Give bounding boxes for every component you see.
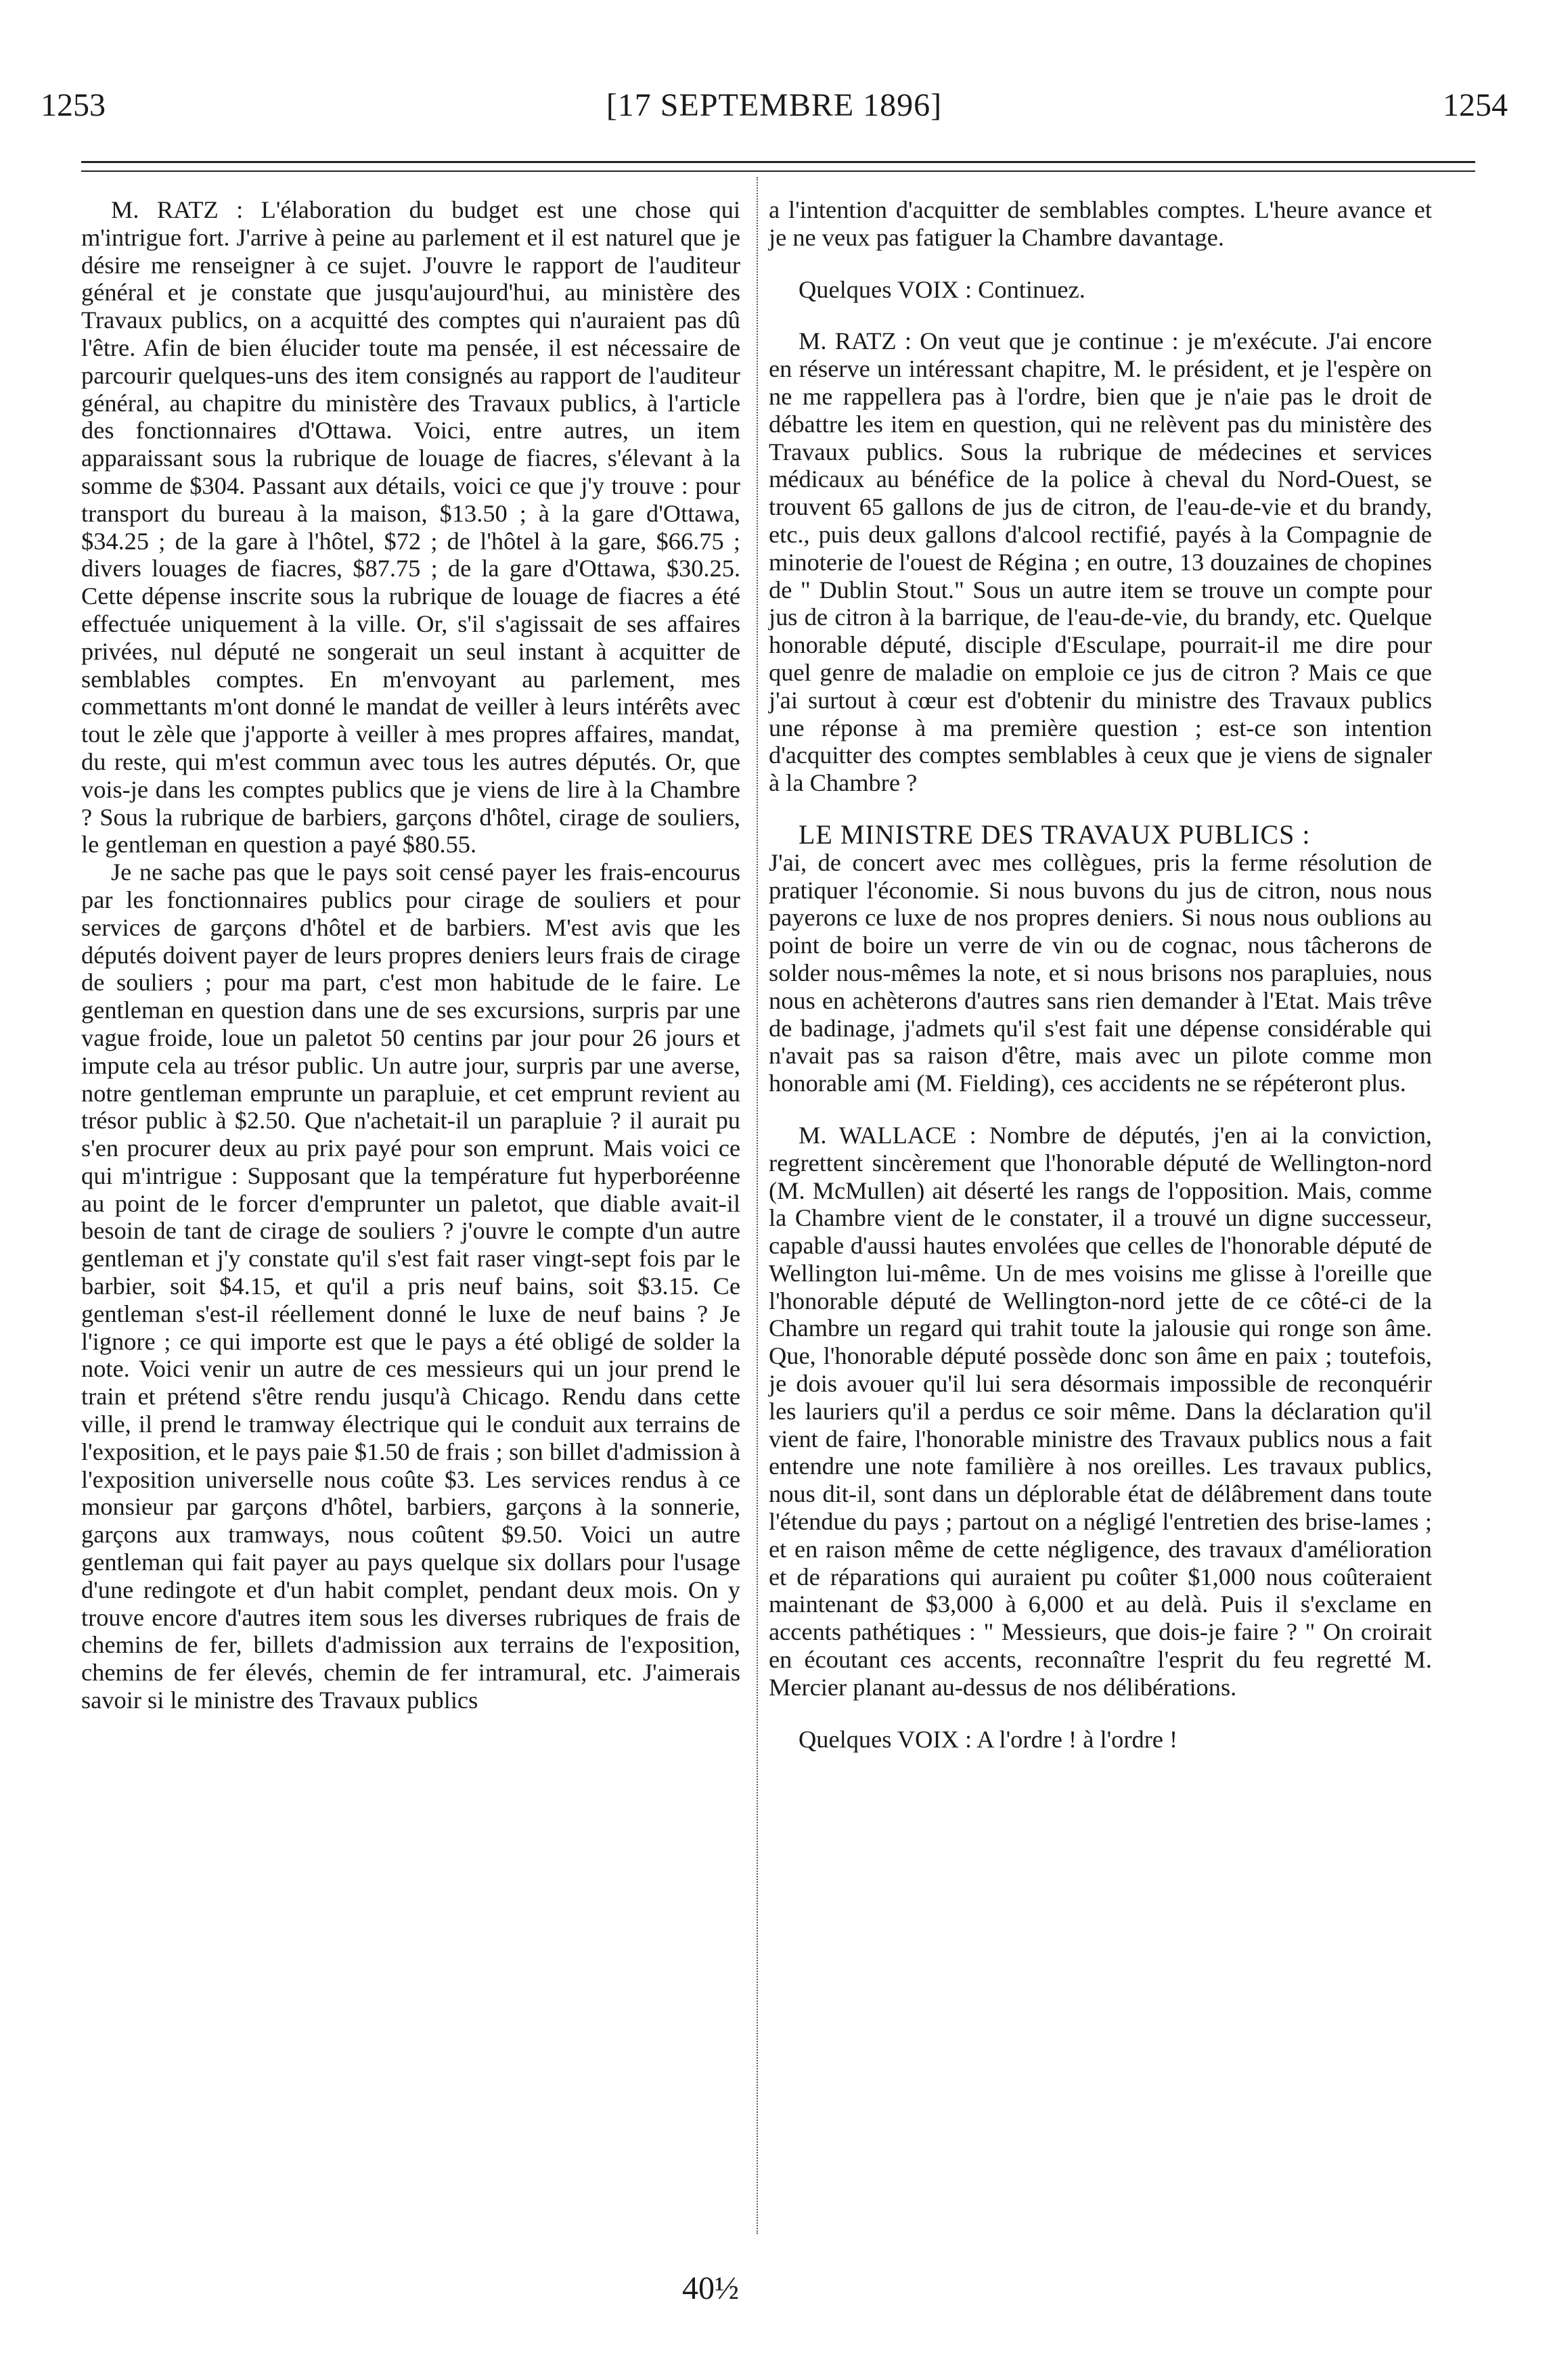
ratz-speech-paragraph-1: M. RATZ : L'élaboration du budget est une chose qui m'intrigue fort. J'arrive à peine au parlement et il est naturel que je désire me renseigner à ce sujet. J'ouvre le rapport de l'auditeur général et je constate que jusqu'aujourd'hui, au ministère des Travaux publics, on a acquitté des comptes qui n'auraient pas dû l'être. Afin de bien élucider toute ma pensée, il est nécessaire de parcourir quelques-uns des item consignés au rapport de l'auditeur général, au chapitre du ministère des Travaux publics, à l'article des fonctionnaires d'Ottawa. Voici, entre autres, un item apparaissant sous la rubrique de louage de fiacres, s'élevant à la somme de $304. Passant aux détails, voici ce que j'y trouve : pour transport du bureau à la maison, $13.50 ; à la gare d'Ottawa, $34.25 ; de la gare à l'hôtel, $72 ; de l'hôtel à la gare, $66.75 ; divers louages de fiacres, $87.75 ; de la gare d'Ottawa, $30.25. Cette dépense inscrite sous la rubrique de louage de fiacres a été effectuée uniquement à la ville. Or, s'il s'agissait de ses affaires privées, nul député ne songerait un seul instant à acquitter de semblables comptes. En m'envoyant au parlement, mes commettants m'ont donné le mandat de veiller à leurs intérêts avec tout le zèle que j'apporte à veiller à mes propres affaires, mandat, du reste, qui m'est commun avec tous les autres députés. Or, que vois-je dans les comptes publics que je viens de lire à la Chambre ? Sous la rubrique de barbiers, garçons d'hôtel, cirage de souliers, le gentleman en question a payé $80.55. <box>81 196 740 859</box>
voices-continue: Quelques VOIX : Continuez. <box>799 275 1085 303</box>
page-number-left: 1253 <box>41 87 106 123</box>
header-date: [17 SEPTEMBRE 1896] <box>606 87 943 123</box>
signature-folio: 40½ <box>682 2270 739 2306</box>
left-column <box>81 196 740 1714</box>
ratz-speech-paragraph-2: Je ne sache pas que le pays soit censé payer les frais-encourus par les fonctionnaires publics pour cirage de souliers et pour services de garçons d'hôtel et de barbiers. M'est avis que les députés doivent payer de leurs propres deniers leurs frais de cirage de souliers ; pour ma part, c'est mon habitude de le faire. Le gentleman en question dans une de ses excursions, surpris par une vague froide, loue un paletot 50 centins par jour pour 26 jours et impute cela au trésor public. Un autre jour, surpris par une averse, notre gentleman emprunte un parapluie, et cet emprunt revient au trésor public à $2.50. Que n'achetait-il un parapluie ? il aurait pu s'en procurer deux au prix payé pour son emprunt. Mais voici ce qui m'intrigue : Supposant que la température fut hyperboréenne au point de le forcer d'emprunter un paletot, que diable avait-il besoin de tant de cirage de souliers ? j'ouvre le compte d'un autre gentleman et j'y constate qu'il s'est fait raser vingt-sept fois par le barbier, soit $4.15, et qu'il a pris neuf bains, soit $3.15. Ce gentleman s'est-il réellement donné le luxe de neuf bains ? Je l'ignore ; ce qui importe est que le pays a été obligé de solder la note. Voici venir un autre de ces messieurs qui un jour prend le train et prétend s'être rendu jusqu'à Chicago. Rendu dans cette ville, il prend le tramway électrique qui le conduit aux terrains de l'exposition, et le pays paie $1.50 de frais ; son billet d'admission à l'exposition universelle nous coûte $3. Les services rendus à ce monsieur par garçons d'hôtel, barbiers, garçons à la sonnerie, garçons aux tramways, nous coûtent $9.50. Voici un autre gentleman qui fait payer au pays quelque six dollars pour l'usage d'une redingote et d'un habit complet, pendant deux mois. On y trouve encore d'autres item sous les diverses rubriques de frais de chemins de fer, billets d'admission aux terrains de l'exposition, chemins de fer élevés, chemin de fer intramural, etc. J'aimerais savoir si le ministre des Travaux publics <box>81 859 740 1714</box>
minister-speech: J'ai, de concert avec mes collègues, pris la ferme résolution de pratiquer l'économie. Si nous buvons du jus de citron, nous nous payerons ce luxe de nos propres deniers. Si nous nous oublions au point de boire un verre de vin ou de cognac, nous tâcherons de solder nous-mêmes la note, et si nous brisons nos parapluies, nous nous en achèterons d'autres sans rien demander à l'Etat. Mais trêve de badinage, j'admets qu'il s'est fait une dépense considérable qui n'avait pas sa raison d'être, mais avec un pilote comme mon honorable ami (M. Fielding), ces accidents ne se répéteront plus. <box>769 848 1432 1097</box>
page-header <box>41 87 1508 134</box>
header-rule-bottom <box>81 170 1475 172</box>
column-divider <box>757 177 758 2234</box>
minister-heading: LE MINISTRE DES TRAVAUX PUBLICS : <box>799 819 1311 850</box>
ratz-speech-continuation: a l'intention d'acquitter de semblables comptes. L'heure avance et je ne veux pas fatiguer la Chambre davantage. <box>769 196 1432 251</box>
wallace-speech: M. WALLACE : Nombre de députés, j'en ai la conviction, regrettent sincèrement que l'honorable député de Wellington-nord (M. McMullen) ait déserté les rangs de l'opposition. Mais, comme la Chambre vient de le constater, il a trouvé un digne successeur, capable d'aussi hautes envolées que celles de l'honorable député de Wellington lui-même. Un de mes voisins me glisse à l'oreille que l'honorable député de Wellington-nord jette de ce côté-ci de la Chambre un regard qui trahit toute la jalousie qui ronge son âme. Que, l'honorable député possède donc son âme en paix ; toutefois, je dois avouer qu'il lui sera désormais impossible de reconquérir les lauriers qu'il a perdus ce soir même. Dans la déclaration qu'il vient de faire, l'honorable ministre des Travaux publics nous a fait entendre une note familière à nos oreilles. Les travaux publics, nous dit-il, sont dans un déplorable état de délâbrement dans toute l'étendue du pays ; partout on a négligé l'entretien des brise-lames ; et en raison même de cette négligence, des travaux d'amélioration et de réparations qui auraient pu coûter $1,000 nous coûteraient maintenant de $3,000 à 6,000 et au delà. Puis il s'exclame en accents pathétiques : " Messieurs, que dois-je faire ? " On croirait en écoutant ces accents, reconnaître l'esprit du feu regretté M. Mercier planant au-dessus de nos délibérations. <box>769 1121 1432 1701</box>
right-column <box>769 196 1432 1753</box>
page-number-right: 1254 <box>1443 87 1508 123</box>
ratz-speech-paragraph-3: M. RATZ : On veut que je continue : je m'exécute. J'ai encore en réserve un intéressant chapitre, M. le président, et je l'espère on ne me rappellera pas à l'ordre, bien que je n'aie pas le droit de débattre les item en question, qui ne relèvent pas du ministère des Travaux publics. Sous la rubrique de médecines et services médicaux au bénéfice de la police à cheval du Nord-Ouest, se trouvent 65 gallons de jus de citron, de l'eau-de-vie et du brandy, etc., puis deux gallons d'alcool rectifié, payés à la Compagnie de minoterie de l'ouest de Régina ; en outre, 13 douzaines de chopines de " Dublin Stout." Sous un autre item se trouve un compte pour jus de citron à la barrique, de l'eau-de-vie, du brandy, etc. Quelque honorable député, disciple d'Esculape, pourrait-il me dire pour quel genre de maladie on emploie ce jus de citron ? Mais ce que j'ai surtout à cœur est d'obtenir du ministre des Travaux publics une réponse à ma première question ; est-ce son intention d'acquitter des comptes semblables à ceux que je viens de signaler à la Chambre ? <box>769 327 1432 797</box>
voices-order: Quelques VOIX : A l'ordre ! à l'ordre ! <box>799 1725 1178 1753</box>
header-rule-top <box>81 161 1475 163</box>
